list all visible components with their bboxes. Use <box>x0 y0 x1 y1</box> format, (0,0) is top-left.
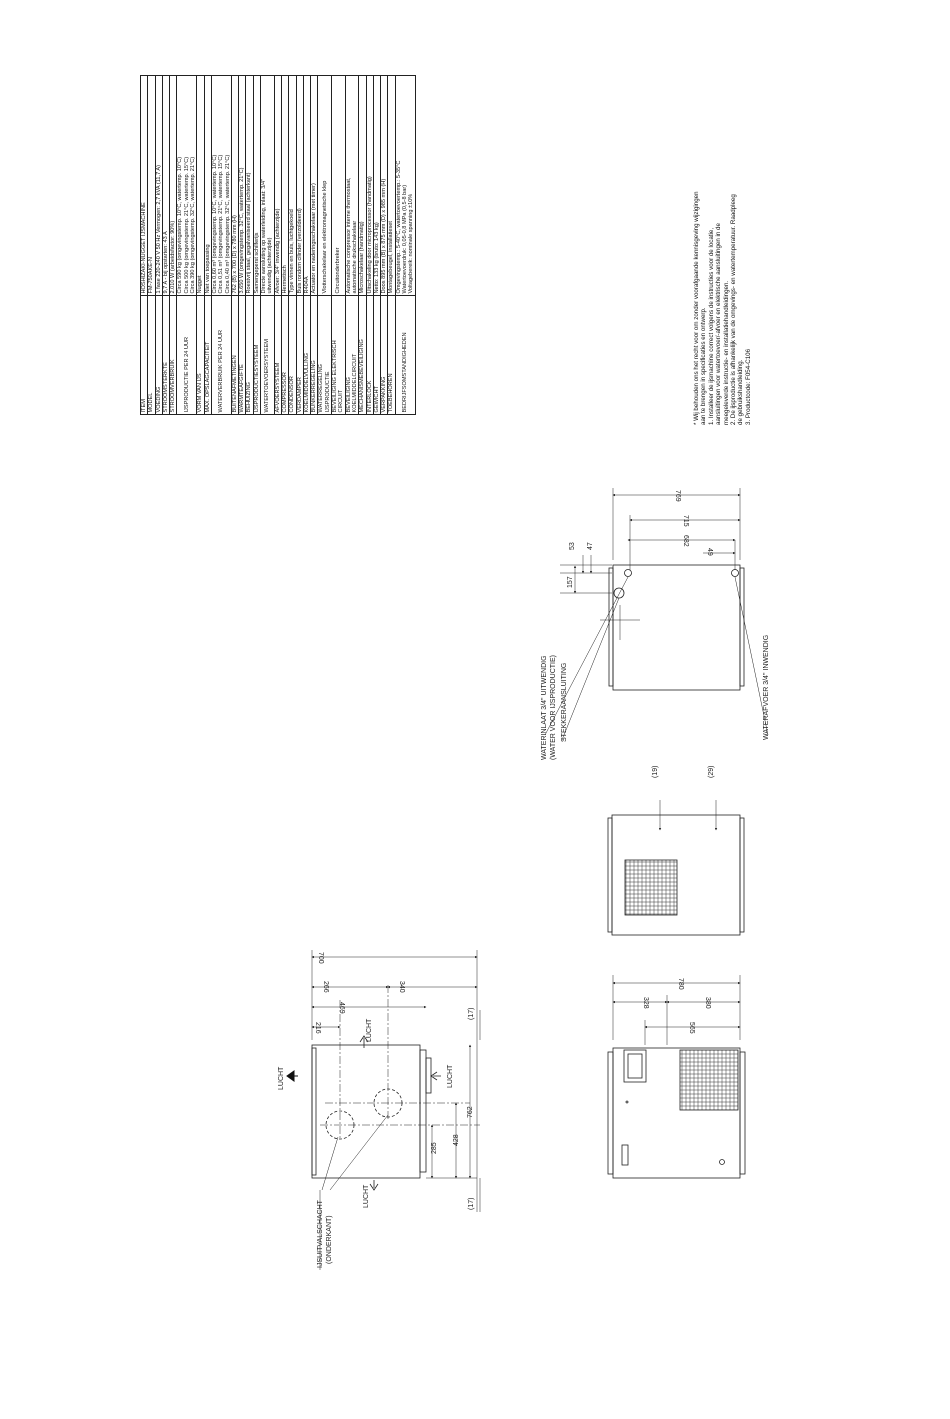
note-line: de gebruikshandleiding. <box>737 359 745 425</box>
label-stekkeraansluiting: STEKKERAANSLUITING <box>561 662 568 742</box>
dim-47: 47 <box>587 542 594 550</box>
dim-700: 700 <box>317 952 324 964</box>
water-inlet-symbol <box>625 570 632 577</box>
note-line: * Wij behouden ons het recht voor om zonder voorafgaande kennisgeving wijzigingen <box>693 191 700 425</box>
spec-key: BEHUIZING <box>246 296 253 415</box>
control-panel <box>624 1050 646 1082</box>
spec-value: Niet van toepassing <box>204 76 211 296</box>
top-view <box>312 950 480 1270</box>
label-lucht: LUCHT <box>363 1184 370 1208</box>
spec-key: BUNKERREGELING <box>311 296 318 415</box>
spec-value: Nugget <box>197 76 204 296</box>
label-water-voor-ijsproductie: (WATER VOOR IJSPRODUCTIE) <box>550 655 557 760</box>
side-view <box>608 800 744 935</box>
rear-view <box>545 488 768 740</box>
dim-19: (19) <box>652 765 659 778</box>
spec-value: Microschakelaar (handmatig) <box>359 76 366 296</box>
water-drain-symbol <box>732 570 739 577</box>
spec-value: Montagebeugel, installatieset <box>388 76 395 296</box>
spec-value: Vlotterschakelaar en elektromagnetische klep <box>318 76 332 296</box>
spec-value: 1 fase 220-240 V 50 Hz Vermogen: 2,7 kVA (11,7 A) <box>155 76 162 296</box>
spec-key: COMPRESSOR <box>281 296 288 415</box>
spec-value: Automatische compressor interne thermostaat, automatische drukschakelaar <box>345 76 359 296</box>
spec-value: Actuator en naderingsschakelaar (met timer) <box>311 76 318 296</box>
note-line: 3. Productcode: F054-C106 <box>744 348 752 425</box>
spec-value: Buis rondom cilinder (verzoldeerd) <box>296 76 303 296</box>
dim-565: 565 <box>688 1022 695 1034</box>
note-line: 2. De ijsproductie is afhankelijk van de omgevings- en watertemperatuur. Raadpleeg <box>730 194 738 425</box>
dim-266: 266 <box>322 981 329 993</box>
front-view <box>608 975 745 1178</box>
label-lucht: LUCHT <box>278 1066 285 1090</box>
spec-value: FM-750AKE-N <box>148 76 155 296</box>
front-view-labels <box>642 978 711 1034</box>
top-view-labels <box>278 952 475 1268</box>
dim-428: 428 <box>453 1134 460 1146</box>
spec-value: HOSHIZAKI-NUGGET IJSMACHINE <box>141 76 148 296</box>
rear-view-labels <box>541 490 770 760</box>
spec-key: STROOMSTERKTE <box>162 296 169 415</box>
spec-key: BUITENAFMETINGEN <box>231 296 238 415</box>
spec-key: WATERTOEVOERSYSTEEM <box>261 296 275 415</box>
note-line: aan te brengen in specificaties en ontwerp. <box>700 307 708 425</box>
label-onderkant: (ONDERKANT) <box>326 1215 333 1264</box>
dim-469: 469 <box>338 1002 345 1014</box>
spec-value: Uitschakeling door microprocessor (handmatig) <box>366 76 373 296</box>
dim-328: 328 <box>642 997 649 1009</box>
spec-key: VOEDING <box>155 296 162 415</box>
dim-157: 157 <box>567 576 574 588</box>
spec-key: VERDAMPER <box>296 296 303 415</box>
dim-769: 769 <box>674 490 681 502</box>
dim-780: 780 <box>677 978 684 990</box>
condenser-grille <box>680 1050 738 1110</box>
label-ijsuitvalschacht: IJSUITVALSCHACHT <box>317 1200 324 1268</box>
spec-value: Circa 590 kg (omgevingstemp. 10°C, watertemp. 10°C) Circa 500 kg (omgevingstemp. 21°C, watertemp. 15°C) Circa 390 kg (omgevingstemp. 32°C, watertemp. 21°C) <box>177 76 197 296</box>
spec-value: 9,7 A - bij opstarten: 43 A <box>162 76 169 296</box>
spec-key: VERPAKKING <box>381 296 388 415</box>
spec-value: R404A <box>303 76 310 296</box>
spec-key: ITEM <box>141 296 148 415</box>
dim-340: 340 <box>398 981 405 993</box>
spec-value: 3.650 W (omgevingstemp. 32°C, watertemp. 21°C) <box>239 76 246 296</box>
spec-value: Afvoer: 3/4" inwendig (achterzijde) <box>274 76 281 296</box>
dim-53: 53 <box>569 542 576 550</box>
dim-17: (17) <box>468 1007 475 1020</box>
label-waterinlaat: WATERINLAAT 3/4" UITWENDIG <box>541 655 548 760</box>
spec-value: 2.010 W (arbeidsfactor: 90%) <box>170 76 177 296</box>
spec-value: Roestvrij staal, gegalvaniseerd staal (achterkant) <box>246 76 253 296</box>
spec-value: Circa 0,60 m³ (omgevingstemp. 10°C, watertemp. 10°C) Circa 0,51 m³ (omgevingstemp. 21°C, watertemp. 15°C) Circa 0,40 m³ (omgevingstemp. 32°C, watertemp. 21°C) <box>211 76 231 296</box>
spec-key: BEDRIJFSOMSTANDIGHEDEN <box>395 296 415 415</box>
rear-view-outline <box>613 565 740 690</box>
spec-key: MAX. OPSLAGCAPACITEIT <box>204 296 211 415</box>
spec-value: Doos 895 mm (B) x 875 mm (D) x 985 mm (H) <box>381 76 388 296</box>
spec-key: WATERVERBRUIK PER 24 UUR <box>211 296 231 415</box>
label-lucht: LUCHT <box>447 1064 454 1088</box>
spec-key: BEVEILIGING KOELMIDDELCIRCUIT <box>345 296 359 415</box>
note-line: meegeleverde instructie- en installatiehandleidingen. <box>722 280 730 425</box>
spec-value: Samengeperst schilferijs <box>253 76 260 296</box>
grille-right <box>426 1058 431 1093</box>
dim-29: (29) <box>708 765 715 778</box>
spec-key: IJSPRODUCTIESYSTEEM <box>253 296 260 415</box>
air-out-arrow <box>287 1071 298 1081</box>
spec-key: TOEBEHOREN <box>388 296 395 415</box>
top-view-outline <box>312 1045 420 1178</box>
dim-49: 49 <box>706 548 713 556</box>
label-waterafvoer: WATERAFVOER 3/4" INWENDIG <box>763 634 770 740</box>
dim-762: 762 <box>467 1106 474 1118</box>
note-line: aansluitingen voor watertoevoer/-afvoer en elektrische aansluitingen in de <box>715 223 723 425</box>
spec-key: KOELMIDDELVULLING <box>303 296 310 415</box>
spec-key: CONDENSOR <box>289 296 296 415</box>
dim-285: 285 <box>431 1142 438 1154</box>
spec-key: STROOMVERBRUIK <box>170 296 177 415</box>
side-grille <box>625 860 677 915</box>
spec-key: IJSPRODUCTIE PER 24 UUR <box>177 296 197 415</box>
label-lucht: LUCHT <box>366 1018 373 1042</box>
spec-key: MODEL <box>148 296 155 415</box>
spec-value: Omgevingstemp.: 5-40°C, watertoevoertemp.: 5-35°C Watertoevoerdruk: 0,05-0,8 MPa (0,5-8 bar) Voltagebereik: nominale spanning ±10% <box>395 76 415 296</box>
spec-key: GEWICHT <box>373 296 380 415</box>
side-view-labels <box>652 766 715 778</box>
spec-value: Circuitonderbreker <box>332 76 346 296</box>
spec-key: MECHANISMEBEVEILIGING <box>359 296 366 415</box>
dim-17: (17) <box>468 1197 475 1210</box>
spec-value: 762 (B) x 700 (D) x 780 mm (H) <box>231 76 238 296</box>
spec-value: Hermetisch <box>281 76 288 296</box>
dim-216: 216 <box>314 1022 321 1034</box>
spec-value: Type vinnen en buis, luchtgekoeld <box>289 76 296 296</box>
spec-key: INTERLOCK <box>366 296 373 415</box>
spec-key: VORM VAN IJS <box>197 296 204 415</box>
spec-value: Directe aansluiting op waterleiding, inlaat: 3/4" uitwendig (achterzijde) <box>261 76 275 296</box>
dim-715: 715 <box>682 515 689 527</box>
spec-key: WARMTEAFGIFTE <box>239 296 246 415</box>
dim-380: 380 <box>704 997 711 1009</box>
dim-682: 682 <box>682 535 689 547</box>
spec-value: Netto: 133 kg (bruto: 143 kg) <box>373 76 380 296</box>
note-line: 1. Installeer de ijsmachine correct volgens de instructies voor de locatie, <box>707 227 715 425</box>
spec-key: WATERREGELING IJSPRODUCTIE <box>318 296 332 415</box>
spec-key: AFVOERSYSTEEM <box>274 296 281 415</box>
spec-key: BEVEILIGING ELEKTRISCH CIRCUIT <box>332 296 346 415</box>
